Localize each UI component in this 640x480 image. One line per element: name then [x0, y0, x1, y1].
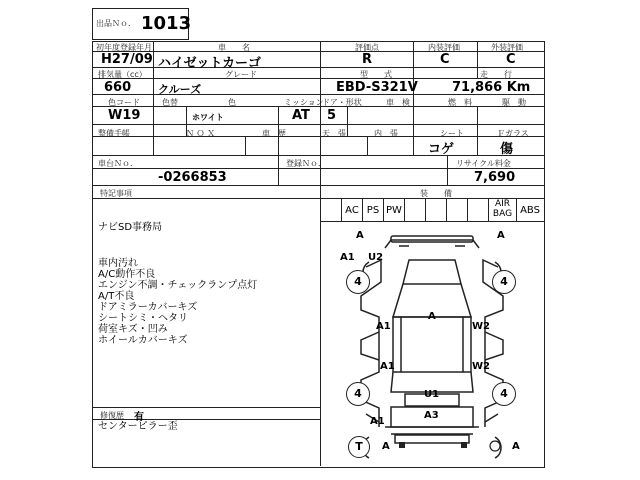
equipment-airbag: AIR BAG: [492, 199, 513, 219]
note-item: 荷室キズ・凹み: [98, 324, 168, 335]
car-name-value: ハイゼットカーゴ: [158, 56, 261, 71]
color-code-value: W19: [108, 108, 141, 123]
model-label: 型 式: [360, 70, 392, 79]
nox-label: Ｎ Ｏ Ｘ: [186, 129, 216, 138]
chassis-no-value: -0266853: [158, 170, 227, 185]
tire-mark: T: [348, 436, 370, 458]
damage-mark: A1: [376, 321, 391, 332]
inspection-label: 車 検: [386, 98, 410, 107]
damage-mark: A1: [340, 252, 355, 263]
fuel-label: 燃 料: [448, 98, 472, 107]
damage-mark: A1: [370, 416, 385, 427]
score-label: 評価点: [355, 43, 379, 52]
damage-mark: A3: [424, 410, 439, 421]
lot-number-box: [92, 8, 192, 40]
notes-top: ナビSD事務局: [98, 222, 163, 233]
color-value: ホワイト: [192, 113, 224, 122]
interior-label: 内装評価: [428, 43, 460, 52]
damage-mark: A: [356, 230, 364, 241]
note-item: ホイールカバーキズ: [98, 335, 188, 346]
damage-mark: U1: [424, 389, 440, 400]
doors-value: 5: [327, 108, 337, 123]
grade-value: クルーズ: [158, 83, 202, 96]
note-item: エンジン不調・チェックランプ点灯: [98, 280, 258, 291]
notes-label: 特記事項: [100, 189, 132, 198]
glass-label: Ｆガラス: [497, 129, 529, 138]
note-item: 車内汚れ: [98, 258, 138, 269]
model-value: EBD-S321V: [336, 80, 418, 95]
equipment-ps: PS: [366, 205, 380, 216]
wheel-rear-right: 4: [492, 382, 516, 406]
displacement-value: 660: [104, 80, 132, 95]
equipment-ac: AC: [345, 205, 359, 216]
year-value: H27/09: [101, 52, 153, 67]
exterior-label: 外装評価: [491, 43, 523, 52]
wheel-rear-left: 4: [346, 382, 370, 406]
note-item: A/T不良: [98, 291, 135, 302]
color-class-label: 色替: [162, 98, 178, 107]
damage-mark: A1: [380, 361, 395, 372]
car-name-label: 車 名: [218, 43, 250, 52]
repair-label: 修復歴: [100, 411, 124, 420]
damage-mark: U2: [368, 252, 384, 263]
seat-value: コゲ: [428, 142, 455, 157]
sheet-outer-label: 内 張: [374, 129, 398, 138]
repair-value: 有: [134, 412, 144, 423]
damage-mark: A: [428, 311, 436, 322]
notes-list: [98, 258, 257, 346]
roof-label: 天 張: [322, 129, 346, 138]
recycle-value: 7,690: [474, 170, 516, 185]
note-item: シートシミ・ヘタリ: [98, 313, 188, 324]
mission-value: AT: [292, 108, 310, 123]
grade-label: グレード: [225, 70, 257, 79]
equipment-pw: PW: [386, 205, 402, 216]
mileage-value: 71,866 Km: [452, 80, 531, 95]
damage-mark: A: [382, 441, 390, 452]
exterior-value: C: [506, 52, 516, 67]
mission-label: ミッション: [284, 98, 324, 107]
reg-no-label: 登録Ｎｏ．: [286, 159, 326, 168]
score-value: R: [362, 52, 373, 67]
equipment-abs: ABS: [520, 205, 540, 216]
note-item: ドアミラーカバーキズ: [98, 302, 198, 313]
lot-number-label: 出品Ｎｏ．: [96, 19, 136, 28]
history-label: 車 歴: [262, 129, 286, 138]
damage-mark: W2: [472, 321, 490, 332]
color-code-label: 色コード: [108, 98, 140, 107]
mileage-label: 走 行: [480, 70, 512, 79]
color-label: 色: [228, 98, 236, 107]
recycle-label: リサイクル料金: [456, 159, 511, 168]
damage-mark: W2: [472, 361, 490, 372]
seat-label: シート: [440, 129, 464, 138]
lot-number: 1013: [141, 13, 192, 34]
manual-label: 整備手帳: [98, 129, 130, 138]
note-item: A/C動作不良: [98, 269, 156, 280]
interior-value: C: [440, 52, 450, 67]
repair-note: センターピラー歪: [98, 421, 178, 432]
damage-mark: A: [497, 230, 505, 241]
glass-value: 傷: [500, 142, 514, 157]
year-label: 初年度登録年月: [96, 43, 152, 52]
equipment-label: 装 備: [420, 189, 452, 198]
damage-mark: A: [512, 441, 520, 452]
bottom-markers: [395, 436, 505, 456]
drive-label: 駆 動: [502, 98, 526, 107]
doors-label: ドア・形状: [322, 98, 362, 107]
displacement-label: 排気量（cc）: [98, 70, 147, 79]
wheel-front-left: 4: [346, 270, 370, 294]
chassis-no-label: 車台Ｎｏ．: [98, 159, 138, 168]
wheel-front-right: 4: [492, 270, 516, 294]
